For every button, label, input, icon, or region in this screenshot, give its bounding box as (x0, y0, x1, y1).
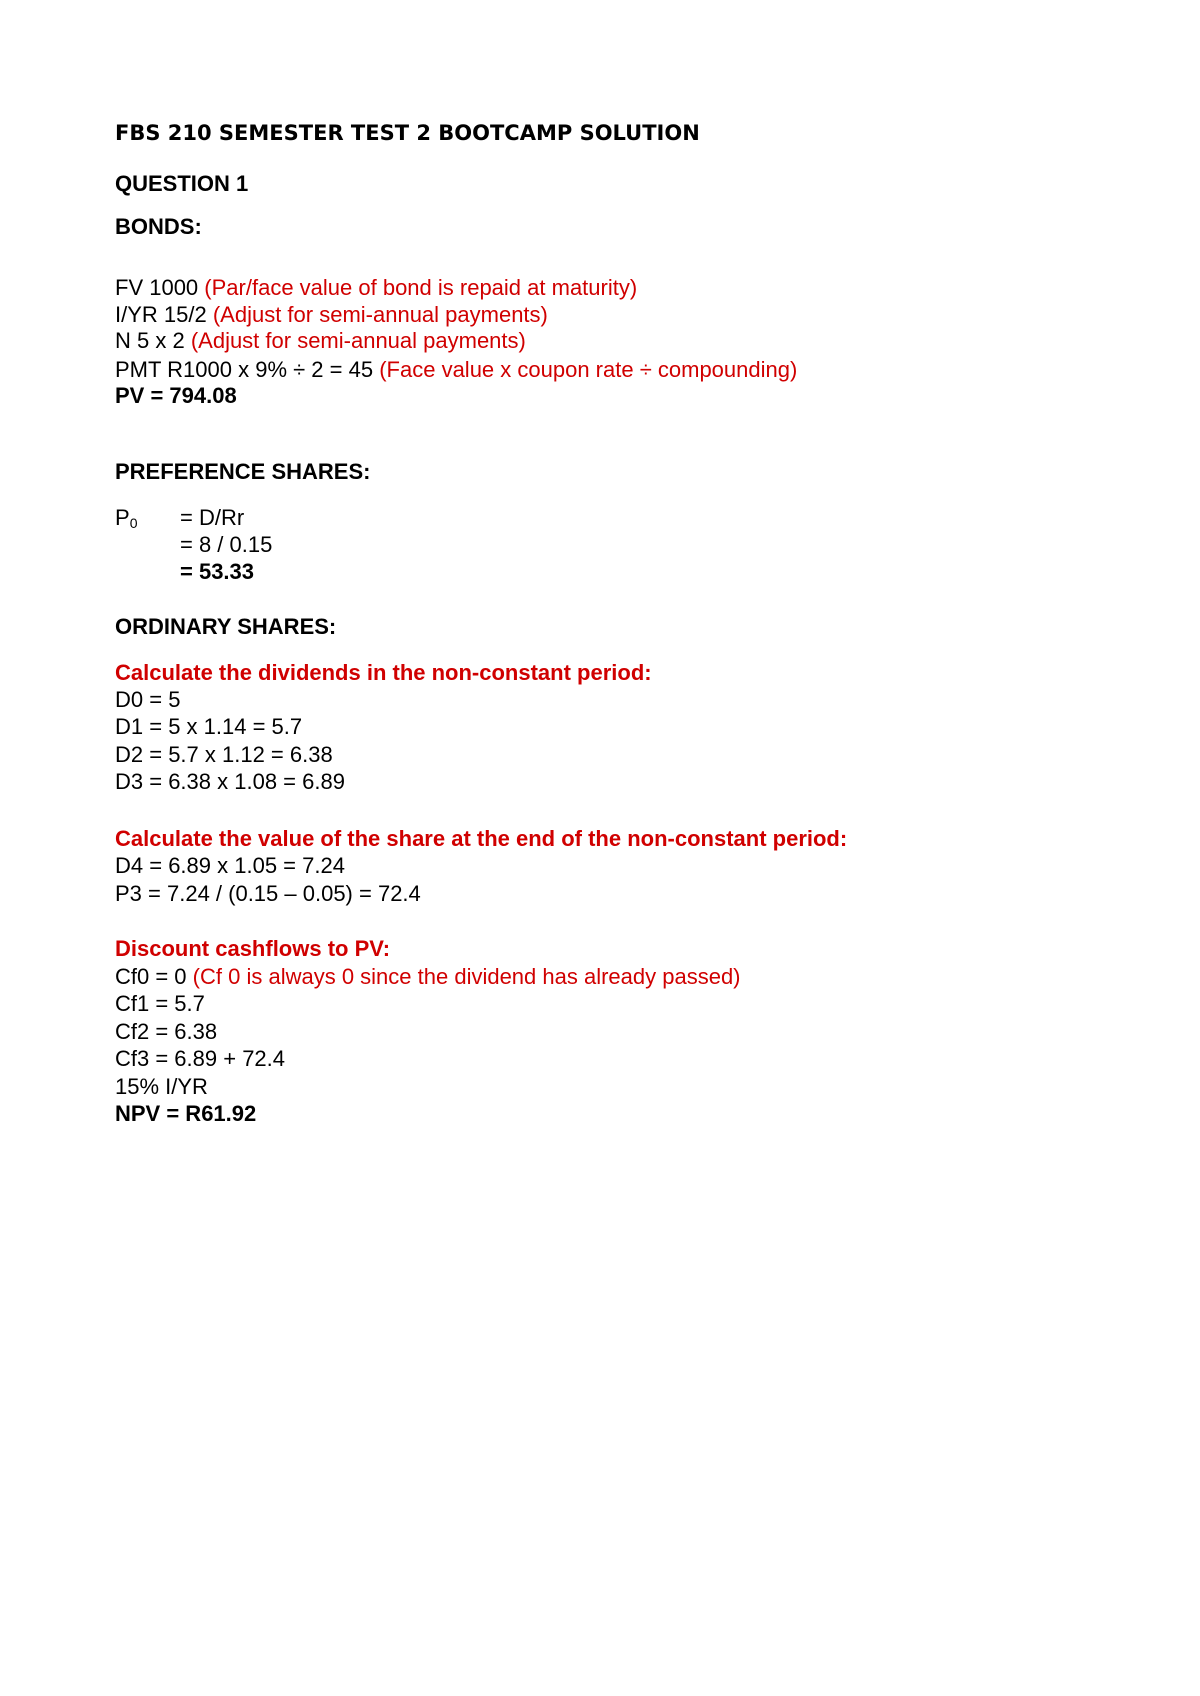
preference-step-1: = D/Rr (180, 505, 245, 530)
bond-pmt-note: (Face value x coupon rate ÷ compounding) (379, 357, 798, 382)
npv-result: NPV = R61.92 (115, 1101, 257, 1126)
bond-pmt-line (115, 357, 797, 383)
preference-step-2: = 8 / 0.15 (180, 532, 273, 557)
share-value-line: P3 = 7.24 / (0.15 – 0.05) = 72.4 (115, 881, 421, 906)
bond-n-label: N 5 x 2 (115, 328, 185, 353)
cashflow-line: 15% I/YR (115, 1074, 208, 1099)
question-heading: QUESTION 1 (115, 171, 249, 196)
section-discount-heading: Discount cashflows to PV: (115, 936, 391, 961)
bond-n-line (115, 328, 526, 354)
preference-step-3: = 53.33 (180, 559, 255, 584)
cashflow-cf0-line (115, 964, 741, 990)
preference-p0-subscript: 0 (129, 515, 138, 531)
preference-p0-label: $P_0$ (115, 505, 138, 531)
section-dividends-heading: Calculate the dividends in the non-constant period: (115, 660, 652, 685)
cashflow-line: Cf3 = 6.89 + 72.4 (115, 1046, 286, 1071)
document-title: FBS 210 SEMESTER TEST 2 BOOTCAMP SOLUTION (115, 121, 700, 145)
bond-fv-label: FV 1000 (115, 275, 199, 300)
dividend-line: D0 = 5 (115, 687, 181, 712)
bond-fv-note: (Par/face value of bond is repaid at maturity) (204, 275, 638, 300)
ordinary-heading: ORDINARY SHARES: (115, 614, 337, 639)
bond-pmt-label: PMT R1000 x 9% ÷ 2 = 45 (115, 357, 374, 382)
bond-fv-line (115, 275, 637, 301)
cashflow-line: Cf2 = 6.38 (115, 1019, 218, 1044)
bond-iyr-note: (Adjust for semi-annual payments) (212, 302, 548, 327)
share-value-line: D4 = 6.89 x 1.05 = 7.24 (115, 853, 345, 878)
bonds-heading: BONDS: (115, 214, 202, 239)
dividend-line: D1 = 5 x 1.14 = 5.7 (115, 714, 303, 739)
cashflow-line: Cf1 = 5.7 (115, 991, 205, 1016)
preference-heading: PREFERENCE SHARES: (115, 459, 371, 484)
bond-iyr-label: I/YR 15/2 (115, 302, 207, 327)
bond-iyr-line (115, 302, 548, 328)
cashflow-cf0-label: Cf0 = 0 (115, 964, 187, 989)
bond-n-note: (Adjust for semi-annual payments) (190, 328, 526, 353)
cashflow-cf0-note: (Cf 0 is always 0 since the dividend has already passed) (192, 964, 741, 989)
section-share-value-heading: Calculate the value of the share at the end of the non-constant period: (115, 826, 848, 851)
dividend-line: D2 = 5.7 x 1.12 = 6.38 (115, 742, 333, 767)
bond-pv-result: PV = 794.08 (115, 383, 237, 408)
dividend-line: D3 = 6.38 x 1.08 = 6.89 (115, 769, 345, 794)
